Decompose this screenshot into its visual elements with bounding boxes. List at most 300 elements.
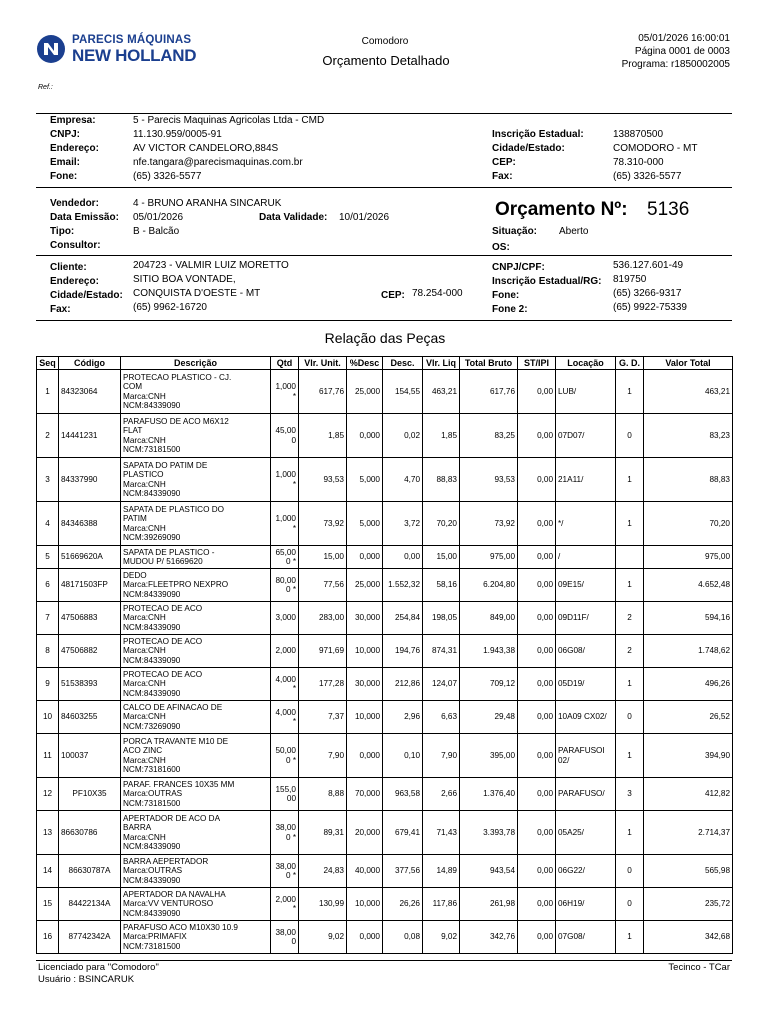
cell-pct-desc: 10,000 <box>347 635 383 668</box>
cell-descricao <box>121 635 271 668</box>
cell-descricao-line: NCM:84339090 <box>123 622 181 632</box>
cell-codigo: 87742342A <box>59 921 121 954</box>
cell-total-bruto: 849,00 <box>460 602 518 635</box>
cell-qtd-line: * <box>292 523 296 533</box>
cell-descricao <box>121 701 271 734</box>
cell-vlr-unit: 77,56 <box>299 569 347 602</box>
cell-locacao-line: 02/ <box>558 755 570 765</box>
cell-qtd <box>271 635 299 668</box>
cell-descricao-line: NCM:84339090 <box>123 489 181 498</box>
cell-vlr-liq: 117,86 <box>423 888 460 921</box>
cell-codigo: 14441231 <box>59 414 121 458</box>
cell-total-bruto: 943,54 <box>460 855 518 888</box>
cell-qtd-line: 0 * <box>285 755 296 765</box>
cell-codigo: 84346388 <box>59 502 121 546</box>
cell-pct-desc: 10,000 <box>347 701 383 734</box>
cell-descricao-line: PLASTICO <box>123 470 164 479</box>
cell-descricao-line: ACO ZINC <box>123 746 163 755</box>
cell-vlr-unit: 89,31 <box>299 811 347 855</box>
vendedor-value: 4 - BRUNO ARANHA SINCARUK <box>133 198 282 209</box>
cell-descricao-line: Marca:CNH <box>123 435 166 445</box>
cell-pct-desc: 30,000 <box>347 602 383 635</box>
cell-vlr-liq: 6,63 <box>423 701 460 734</box>
cell-codigo: 86630787A <box>59 855 121 888</box>
cell-locacao-line: 07G08/ <box>558 932 585 942</box>
cell-locacao <box>556 502 616 546</box>
cell-seq: 8 <box>37 635 59 668</box>
cell-seq: 7 <box>37 602 59 635</box>
cell-descricao-line: CALCO DE AFINACAO DE <box>123 702 223 712</box>
cell-desc: 1.552,32 <box>383 569 423 602</box>
cell-descricao-line: Marca:CNH <box>123 712 166 722</box>
cell-total-bruto: 83,25 <box>460 414 518 458</box>
cell-pct-desc: 0,000 <box>347 734 383 778</box>
cell-locacao <box>556 635 616 668</box>
client-cidade-label: Cidade/Estado: <box>50 290 123 301</box>
cell-descricao-line: NCM:84339090 <box>123 655 181 665</box>
cell-locacao <box>556 458 616 502</box>
cell-st-ipi: 0,00 <box>518 855 556 888</box>
cell-desc: 0,10 <box>383 734 423 778</box>
cell-descricao <box>121 458 271 502</box>
os-label: OS: <box>492 242 510 253</box>
cell-qtd-line: 38,00 <box>275 927 296 937</box>
consultor-label: Consultor: <box>50 240 101 251</box>
cell-descricao-line: Marca:OUTRAS <box>123 789 183 799</box>
cell-locacao <box>556 370 616 414</box>
endereco-value: AV VICTOR CANDELORO,884S <box>133 143 279 154</box>
cidade-value: COMODORO - MT <box>613 143 698 154</box>
col-header: Código <box>59 357 121 370</box>
footer-divider <box>36 960 732 961</box>
cell-descricao-line: Marca:CNH <box>123 391 166 401</box>
table-row <box>37 602 733 635</box>
cell-descricao-line: DEDO <box>123 570 147 580</box>
col-header: Vlr. Liq <box>423 357 460 370</box>
tipo-value: B - Balcão <box>133 226 180 237</box>
cell-locacao-line: 07D07/ <box>558 430 585 440</box>
client-ie-label: Inscrição Estadual/RG: <box>492 276 602 287</box>
cell-descricao-line: PROTECAO DE ACO <box>123 603 203 613</box>
cell-vlr-unit: 1,85 <box>299 414 347 458</box>
cell-locacao <box>556 778 616 811</box>
emissao-value: 05/01/2026 <box>133 212 184 223</box>
cell-total-bruto: 709,12 <box>460 668 518 701</box>
cell-valor-total: 26,52 <box>644 701 733 734</box>
cell-valor-total: 4.652,48 <box>644 569 733 602</box>
cell-vlr-unit: 15,00 <box>299 546 347 569</box>
cell-valor-total: 394,90 <box>644 734 733 778</box>
cell-qtd <box>271 458 299 502</box>
cell-st-ipi: 0,00 <box>518 602 556 635</box>
cell-vlr-liq: 58,16 <box>423 569 460 602</box>
table-header-row <box>37 357 733 370</box>
cell-total-bruto: 261,98 <box>460 888 518 921</box>
fax-value: (65) 3326-5577 <box>613 171 682 182</box>
cell-gd: 1 <box>616 811 644 855</box>
cell-locacao-line: 06H19/ <box>558 899 585 909</box>
cell-vlr-liq: 70,20 <box>423 502 460 546</box>
cell-locacao-line: 05D19/ <box>558 679 585 689</box>
client-fax-value: (65) 9962-16720 <box>133 302 207 313</box>
cell-codigo: PF10X35 <box>59 778 121 811</box>
client-cidade-value: CONQUISTA D'OESTE - MT <box>133 288 261 299</box>
cell-pct-desc: 40,000 <box>347 855 383 888</box>
client-endereco-label: Endereço: <box>50 276 99 287</box>
cell-descricao <box>121 855 271 888</box>
cell-descricao-line: Marca:OUTRAS <box>123 866 183 876</box>
divider <box>36 187 732 188</box>
cell-st-ipi: 0,00 <box>518 414 556 458</box>
footer-licensed: Licenciado para "Comodoro" <box>38 962 159 973</box>
cell-desc: 377,56 <box>383 855 423 888</box>
divider <box>36 113 732 114</box>
header-page: Página 0001 de 0003 <box>634 46 730 57</box>
cell-total-bruto: 93,53 <box>460 458 518 502</box>
cell-desc: 194,76 <box>383 635 423 668</box>
cell-descricao-line: BARRA <box>123 823 152 832</box>
cell-seq: 5 <box>37 546 59 569</box>
footer-vendor: Tecinco - TCar <box>668 962 730 973</box>
cell-qtd-line: 4,000 <box>275 707 296 717</box>
cell-st-ipi: 0,00 <box>518 811 556 855</box>
cell-pct-desc: 20,000 <box>347 811 383 855</box>
cell-vlr-unit: 93,53 <box>299 458 347 502</box>
cell-gd: 0 <box>616 888 644 921</box>
cell-seq: 12 <box>37 778 59 811</box>
cell-qtd-line: 1,000 <box>275 382 296 391</box>
cell-seq: 10 <box>37 701 59 734</box>
cell-qtd-line: 0 * <box>285 832 296 842</box>
cell-vlr-liq: 463,21 <box>423 370 460 414</box>
cell-qtd <box>271 414 299 458</box>
brand-bottom-text: NEW HOLLAND <box>72 46 197 65</box>
cell-codigo: 86630786 <box>59 811 121 855</box>
table-row <box>37 888 733 921</box>
cell-gd: 1 <box>616 734 644 778</box>
cell-total-bruto: 1.376,40 <box>460 778 518 811</box>
cell-total-bruto: 1.943,38 <box>460 635 518 668</box>
cell-locacao-line: PARAFUSOI <box>558 746 605 755</box>
cell-st-ipi: 0,00 <box>518 668 556 701</box>
cell-qtd <box>271 811 299 855</box>
col-header: ST/IPI <box>518 357 556 370</box>
cell-locacao <box>556 546 616 569</box>
ie-value: 138870500 <box>613 129 664 140</box>
cell-descricao-line: COM <box>123 382 143 391</box>
cell-qtd-line: * <box>292 391 296 401</box>
situacao-label: Situação: <box>492 226 538 237</box>
cell-total-bruto: 975,00 <box>460 546 518 569</box>
cell-descricao <box>121 921 271 954</box>
table-row <box>37 546 733 569</box>
cell-locacao <box>556 668 616 701</box>
cell-descricao <box>121 811 271 855</box>
cell-valor-total: 88,83 <box>644 458 733 502</box>
cell-descricao-line: Marca:CNH <box>123 523 166 533</box>
table-row <box>37 778 733 811</box>
cell-qtd-line: 1,000 <box>275 470 296 479</box>
cell-valor-total: 342,68 <box>644 921 733 954</box>
col-header: Seq <box>37 357 59 370</box>
cell-valor-total: 594,16 <box>644 602 733 635</box>
cell-locacao-line: / <box>558 552 561 562</box>
cell-qtd-line: * <box>292 479 296 489</box>
table-row <box>37 569 733 602</box>
cell-descricao-line: PARAFUSO ACO M10X30 10.9 <box>123 922 238 932</box>
header-city: Comodoro <box>361 36 409 47</box>
cell-st-ipi: 0,00 <box>518 778 556 811</box>
cell-gd: 0 <box>616 701 644 734</box>
orcamento-number: 5136 <box>647 199 690 220</box>
cell-st-ipi: 0,00 <box>518 635 556 668</box>
cell-codigo: 51669620A <box>59 546 121 569</box>
cell-vlr-liq: 874,31 <box>423 635 460 668</box>
cell-locacao <box>556 921 616 954</box>
cep-label: CEP: <box>492 157 516 168</box>
cell-desc: 254,84 <box>383 602 423 635</box>
table-row <box>37 734 733 778</box>
cell-seq: 16 <box>37 921 59 954</box>
col-header: Vlr. Unit. <box>299 357 347 370</box>
cell-qtd <box>271 921 299 954</box>
cell-locacao-line: 21A11/ <box>558 474 584 484</box>
cell-codigo: 47506883 <box>59 602 121 635</box>
cell-pct-desc: 30,000 <box>347 668 383 701</box>
cell-descricao-line: NCM:73181500 <box>123 445 181 454</box>
cell-descricao-line: NCM:73181500 <box>123 941 181 951</box>
fone-label: Fone: <box>50 171 78 182</box>
cell-descricao <box>121 734 271 778</box>
cell-codigo: 84337990 <box>59 458 121 502</box>
cell-desc: 0,00 <box>383 546 423 569</box>
cell-qtd-line: * <box>292 684 296 693</box>
cell-qtd <box>271 888 299 921</box>
cell-seq: 3 <box>37 458 59 502</box>
cell-locacao <box>556 855 616 888</box>
client-fone-label: Fone: <box>492 290 520 301</box>
cell-vlr-liq: 2,66 <box>423 778 460 811</box>
cell-vlr-liq: 15,00 <box>423 546 460 569</box>
cell-descricao-line: Marca:CNH <box>123 832 166 842</box>
cell-vlr-liq: 7,90 <box>423 734 460 778</box>
cell-qtd-line: 2,000 <box>275 894 296 904</box>
cell-descricao-line: Marca:VV VENTUROSO <box>123 899 214 909</box>
cell-total-bruto: 73,92 <box>460 502 518 546</box>
cell-qtd <box>271 734 299 778</box>
cell-descricao-line: Marca:CNH <box>123 679 166 689</box>
cell-vlr-liq: 71,43 <box>423 811 460 855</box>
cell-vlr-unit: 8,88 <box>299 778 347 811</box>
col-header: Total Bruto <box>460 357 518 370</box>
cell-desc: 0,02 <box>383 414 423 458</box>
cell-descricao-line: NCM:84339090 <box>123 688 181 698</box>
cliente-value: 204723 - VALMIR LUIZ MORETTO <box>133 260 289 271</box>
cell-st-ipi: 0,00 <box>518 888 556 921</box>
client-fone2-label: Fone 2: <box>492 304 528 315</box>
cell-descricao-line: NCM:39269090 <box>123 533 181 542</box>
col-header: G. D. <box>616 357 644 370</box>
cell-vlr-unit: 7,90 <box>299 734 347 778</box>
table-row <box>37 502 733 546</box>
cell-total-bruto: 617,76 <box>460 370 518 414</box>
cell-descricao-line: NCM:73269090 <box>123 721 181 731</box>
cell-qtd-line: 0 * <box>285 585 296 594</box>
client-cnpj-value: 536.127.601-49 <box>613 260 684 271</box>
cell-descricao-line: Marca:CNH <box>123 646 166 656</box>
cell-locacao <box>556 734 616 778</box>
cell-st-ipi: 0,00 <box>518 701 556 734</box>
cell-qtd-line: 65,00 <box>275 547 296 557</box>
client-cep-label: CEP: <box>381 290 405 301</box>
cell-desc: 154,55 <box>383 370 423 414</box>
client-cnpj-label: CNPJ/CPF: <box>492 262 545 273</box>
page-title: Orçamento Detalhado <box>322 53 450 68</box>
cell-total-bruto: 395,00 <box>460 734 518 778</box>
cell-pct-desc: 0,000 <box>347 921 383 954</box>
cell-st-ipi: 0,00 <box>518 370 556 414</box>
cell-gd: 0 <box>616 414 644 458</box>
cell-qtd-line: 1,000 <box>275 514 296 523</box>
cell-descricao-line: PROTECAO DE ACO <box>123 669 203 679</box>
cell-qtd-line: 4,000 <box>275 674 296 684</box>
cell-pct-desc: 25,000 <box>347 569 383 602</box>
cell-total-bruto: 29,48 <box>460 701 518 734</box>
cell-gd: 1 <box>616 458 644 502</box>
cell-descricao-line: Marca:CNH <box>123 613 166 623</box>
cell-qtd-line: 38,00 <box>275 823 296 832</box>
cell-codigo: 84422134A <box>59 888 121 921</box>
cell-gd: 1 <box>616 921 644 954</box>
cell-st-ipi: 0,00 <box>518 734 556 778</box>
cell-descricao-line: PROTECAO PLASTICO - CJ. <box>123 372 232 382</box>
fone-value: (65) 3326-5577 <box>133 171 202 182</box>
cell-seq: 6 <box>37 569 59 602</box>
cell-qtd-line: 2,000 <box>275 646 296 656</box>
cell-locacao-line: 10A09 CX02/ <box>558 712 607 722</box>
cell-pct-desc: 70,000 <box>347 778 383 811</box>
cell-descricao-line: APERTADOR DA NAVALHA <box>123 889 226 899</box>
cell-gd: 2 <box>616 635 644 668</box>
table-row <box>37 414 733 458</box>
header-datetime: 05/01/2026 16:00:01 <box>638 33 730 44</box>
cell-valor-total: 83,23 <box>644 414 733 458</box>
cell-total-bruto: 3.393,78 <box>460 811 518 855</box>
cell-descricao-line: Marca:CNH <box>123 755 166 765</box>
brand-top-text: PARECIS MÁQUINAS <box>72 34 192 46</box>
cep-value: 78.310-000 <box>613 157 664 168</box>
cell-pct-desc: 10,000 <box>347 888 383 921</box>
parts-table <box>36 356 733 954</box>
cell-desc: 963,58 <box>383 778 423 811</box>
divider <box>36 255 732 256</box>
cell-total-bruto: 6.204,80 <box>460 569 518 602</box>
cell-descricao <box>121 414 271 458</box>
cell-vlr-unit: 130,99 <box>299 888 347 921</box>
cell-valor-total: 1.748,62 <box>644 635 733 668</box>
cell-locacao <box>556 602 616 635</box>
cell-qtd-line: 50,00 <box>275 746 296 755</box>
col-header: Desc. <box>383 357 423 370</box>
cell-seq: 14 <box>37 855 59 888</box>
cell-valor-total: 463,21 <box>644 370 733 414</box>
cell-pct-desc: 5,000 <box>347 458 383 502</box>
cell-descricao <box>121 668 271 701</box>
validade-label: Data Validade: <box>259 212 328 223</box>
cell-qtd <box>271 370 299 414</box>
cell-descricao-line: NCM:84339090 <box>123 908 181 918</box>
cell-descricao-line: Marca:FLEETPRO NEXPRO <box>123 580 229 590</box>
cell-descricao-line: SAPATA DE PLASTICO DO <box>123 504 225 514</box>
cell-qtd <box>271 569 299 602</box>
cell-locacao <box>556 701 616 734</box>
empresa-value: 5 - Parecis Maquinas Agricolas Ltda - CMD <box>133 115 325 126</box>
cell-vlr-liq: 124,07 <box>423 668 460 701</box>
parts-section-title: Relação das Peças <box>324 330 446 346</box>
cell-desc: 2,96 <box>383 701 423 734</box>
orcamento-label: Orçamento Nº: <box>495 199 628 220</box>
cell-descricao-line: MUDOU P/ 51669620 <box>123 557 203 566</box>
cell-vlr-unit: 73,92 <box>299 502 347 546</box>
cell-descricao-line: Marca:CNH <box>123 479 166 489</box>
cell-valor-total: 496,26 <box>644 668 733 701</box>
divider <box>36 320 732 321</box>
cell-qtd-line: * <box>292 904 296 913</box>
ie-label: Inscrição Estadual: <box>492 129 584 140</box>
cell-codigo: 51538393 <box>59 668 121 701</box>
cell-qtd-line: 00 <box>286 794 296 803</box>
cell-gd <box>616 546 644 569</box>
cell-st-ipi: 0,00 <box>518 458 556 502</box>
cell-descricao-line: PARAFUSO DE ACO M6X12 <box>123 416 229 426</box>
table-row <box>37 370 733 414</box>
empresa-label: Empresa: <box>50 115 96 126</box>
cell-locacao <box>556 888 616 921</box>
ref-label: Ref.: <box>38 84 53 91</box>
cell-vlr-liq: 198,05 <box>423 602 460 635</box>
cell-qtd-line: 0 * <box>285 871 296 880</box>
cell-locacao-line: 06G22/ <box>558 866 585 876</box>
cell-locacao <box>556 811 616 855</box>
cell-locacao-line: PARAFUSO/ <box>558 789 605 799</box>
cell-qtd-line: 155,0 <box>275 784 296 794</box>
cell-gd: 1 <box>616 569 644 602</box>
cell-pct-desc: 0,000 <box>347 546 383 569</box>
footer-user: Usuário : BSINCARUK <box>38 974 135 985</box>
cell-valor-total: 975,00 <box>644 546 733 569</box>
fax-label: Fax: <box>492 171 513 182</box>
cell-desc: 26,26 <box>383 888 423 921</box>
cell-qtd <box>271 855 299 888</box>
client-ie-value: 819750 <box>613 274 647 285</box>
client-fone-value: (65) 3266-9317 <box>613 288 682 299</box>
cell-descricao <box>121 370 271 414</box>
cell-descricao-line: PORCA TRAVANTE M10 DE <box>123 736 229 746</box>
table-row <box>37 855 733 888</box>
cell-qtd <box>271 701 299 734</box>
emissao-label: Data Emissão: <box>50 212 119 223</box>
cell-pct-desc: 25,000 <box>347 370 383 414</box>
cell-locacao-line: 09E15/ <box>558 580 584 590</box>
table-row <box>37 458 733 502</box>
cell-vlr-unit: 7,37 <box>299 701 347 734</box>
cell-valor-total: 235,72 <box>644 888 733 921</box>
cell-descricao-line: NCM:84339090 <box>123 842 181 851</box>
cell-seq: 13 <box>37 811 59 855</box>
cell-descricao <box>121 569 271 602</box>
table-row <box>37 811 733 855</box>
cell-qtd-line: 38,00 <box>275 861 296 871</box>
